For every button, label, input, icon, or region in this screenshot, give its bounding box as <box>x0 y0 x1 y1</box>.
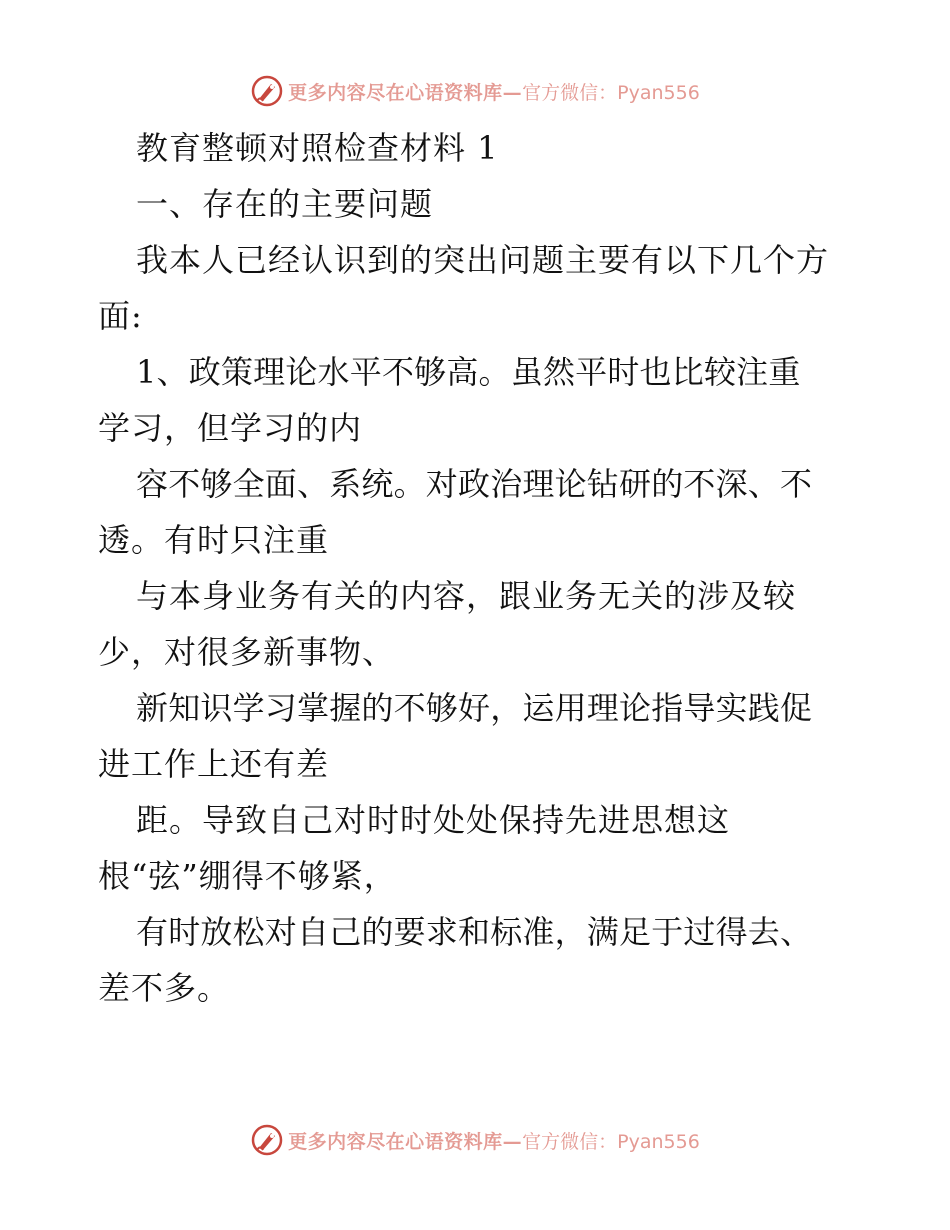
watermark-text: 更多内容尽在心语资料库— <box>288 1130 523 1153</box>
header-watermark <box>0 71 950 111</box>
paragraph-line: 少，对很多新事物、 <box>98 633 396 671</box>
section-heading: 一、存在的主要问题 <box>136 185 434 223</box>
pen-nib-logo-icon <box>250 1123 284 1157</box>
document-title: 教育整顿对照检查材料 1 <box>136 129 499 167</box>
paragraph-line: 面: <box>98 297 143 335</box>
paragraph-line: 学习，但学习的内 <box>98 409 363 447</box>
paragraph-line: 有时放松对自己的要求和标准，满足于过得去、 <box>136 913 813 951</box>
paragraph-line: 透。有时只注重 <box>98 521 330 559</box>
paragraph-line: 距。导致自己对时时处处保持先进思想这 <box>136 801 731 839</box>
footer-watermark <box>0 1120 950 1160</box>
paragraph-line: 差不多。 <box>98 969 231 1007</box>
watermark-text: 更多内容尽在心语资料库— <box>288 81 523 104</box>
pen-nib-logo-icon <box>250 74 284 108</box>
paragraph-line: 我本人已经认识到的突出问题主要有以下几个方 <box>136 241 830 279</box>
paragraph-line: 进工作上还有差 <box>98 745 330 783</box>
watermark-wechat: 官方微信：Pyan556 <box>522 1130 700 1153</box>
document-body <box>98 120 868 1016</box>
paragraph-line: 1、政策理论水平不够高。虽然平时也比较注重 <box>136 353 801 391</box>
paragraph-line: 根“弦”绷得不够紧， <box>98 857 397 895</box>
paragraph-line: 与本身业务有关的内容，跟业务无关的涉及较 <box>136 577 797 615</box>
paragraph-line: 新知识学习掌握的不够好，运用理论指导实践促 <box>136 689 813 727</box>
watermark-wechat: 官方微信：Pyan556 <box>522 81 700 104</box>
paragraph-line: 容不够全面、系统。对政治理论钻研的不深、不 <box>136 465 813 503</box>
